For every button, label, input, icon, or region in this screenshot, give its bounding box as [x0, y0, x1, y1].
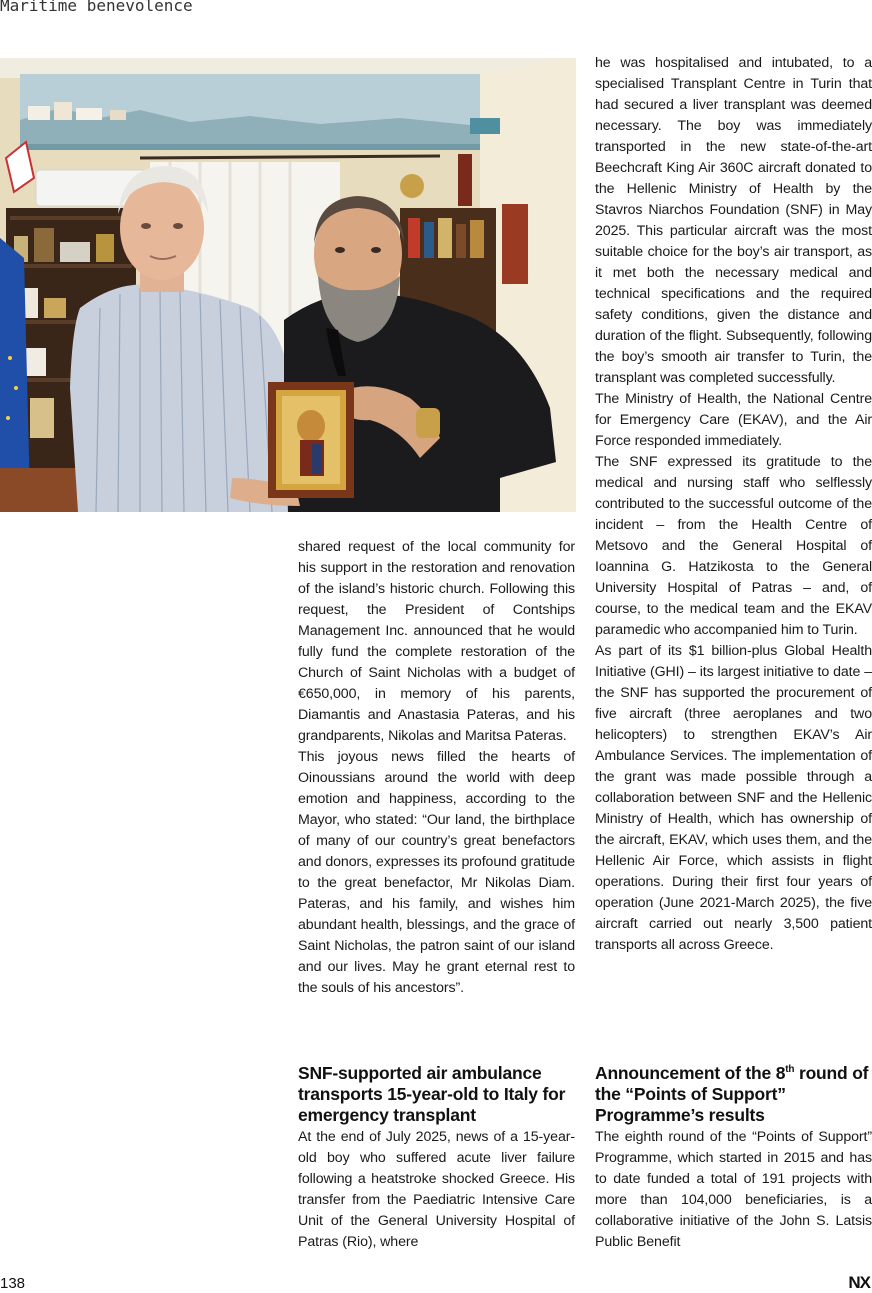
- paragraph: The Ministry of Health, the National Centre for Emergency Care (EKAV), and the Air Force responded immediately.: [595, 391, 872, 449]
- heading-part: Announcement of the 8: [595, 1063, 786, 1083]
- section-body-points-of-support: [595, 1127, 872, 1253]
- article-photo: [0, 58, 576, 512]
- ordinal-suffix: th: [785, 1064, 795, 1076]
- paragraph: The eighth round of the “Points of Support” Programme, which started in 2015 and has to date funded a total of 191 projects with more than 104,000 beneficiaries, is a collaborative initiative of the John S. Latsis Public Benefit: [595, 1129, 872, 1250]
- running-head: Maritime benevolence: [0, 0, 193, 15]
- paragraph: This joyous news filled the hearts of Oinoussians around the world with deep emotion and happiness, according to the Mayor, who stated: “Our land, the birthplace of many of our country’s great benefactors and donors, expresses its profound gratitude to the great benefactor, Mr Nikolas Diam. Pateras, and his family, and wishes him abundant health, blessings, and the grace of Saint Nicholas, the patron saint of our island and our lives. May he grant eternal rest to the souls of his ancestors”.: [298, 749, 575, 996]
- heading: SNF-supported air ambulance transports 15-year-old to Italy for emergency transplant: [298, 1063, 566, 1125]
- section-heading-air-ambulance: [298, 1063, 575, 1126]
- right-article-text: [595, 53, 872, 956]
- heading-part: round of the “Points of Support” Programme’s results: [595, 1063, 869, 1125]
- paragraph: he was hospitalised and intubated, to a specialised Transplant Centre in Turin that had secured a liver transplant was deemed necessary. The boy was immediately transported in the new state-of-the-art Beechcraft King Air 360C aircraft donated to the Hellenic Ministry of Health by the Stavros Niarchos Foundation (SNF) in May 2025. This particular aircraft was the most suitable choice for the boy’s air transport, as it met both the necessary medical and technical specifications and the required safety conditions, given the distance and duration of the flight. Subsequently, following the boy’s smooth air transfer to Turin, the transplant was completed successfully.: [595, 55, 872, 386]
- paragraph: shared request of the local community for his support in the restoration and renovation of the island’s historic church. Following this request, the President of Contships Management Inc. announced that he would fully fund the complete restoration of the Church of Saint Nicholas with a budget of €650,000, in memory of his parents, Diamantis and Anastasia Pateras, and his grandparents, Nikolas and Maritsa Pateras.: [298, 539, 575, 744]
- section-body-air-ambulance: [298, 1127, 575, 1253]
- section-heading-points-of-support: [595, 1063, 872, 1126]
- heading: [595, 1063, 872, 1126]
- left-article-text: [298, 537, 575, 999]
- paragraph: As part of its $1 billion-plus Global Health Initiative (GHI) – its largest initiative to date – the SNF has supported the procurement of five aircraft (three aeroplanes and two helicopters) to strengthen EKAV’s Air Ambulance Services. The implementation of the grant was made possible through a collaboration between SNF and the Hellenic Ministry of Health, which has ownership of the aircraft, EKAV, which uses them, and the Hellenic Air Force, which assists in flight operations. During their first four years of operation (June 2021-March 2025), the five aircraft carried out nearly 3,500 patient transports all across Greece.: [595, 643, 872, 953]
- office-scene-illustration: [0, 58, 576, 512]
- paragraph: At the end of July 2025, news of a 15-year-old boy who suffered acute liver failure following a heatstroke shocked Greece. His transfer from the Paediatric Intensive Care Unit of the General University Hospital of Patras (Rio), where: [298, 1129, 575, 1250]
- magazine-logo: NX: [848, 1273, 870, 1292]
- page-number: 138: [0, 1275, 26, 1292]
- paragraph: The SNF expressed its gratitude to the medical and nursing staff who selflessly contributed to the successful outcome of the incident – from the Health Centre of Metsovo and the General Hospital of Ioannina G. Hatzikosta to the General University Hospital of Patras – and, of course, to the medical team and the EKAV paramedic who accompanied him to Turin.: [595, 454, 872, 638]
